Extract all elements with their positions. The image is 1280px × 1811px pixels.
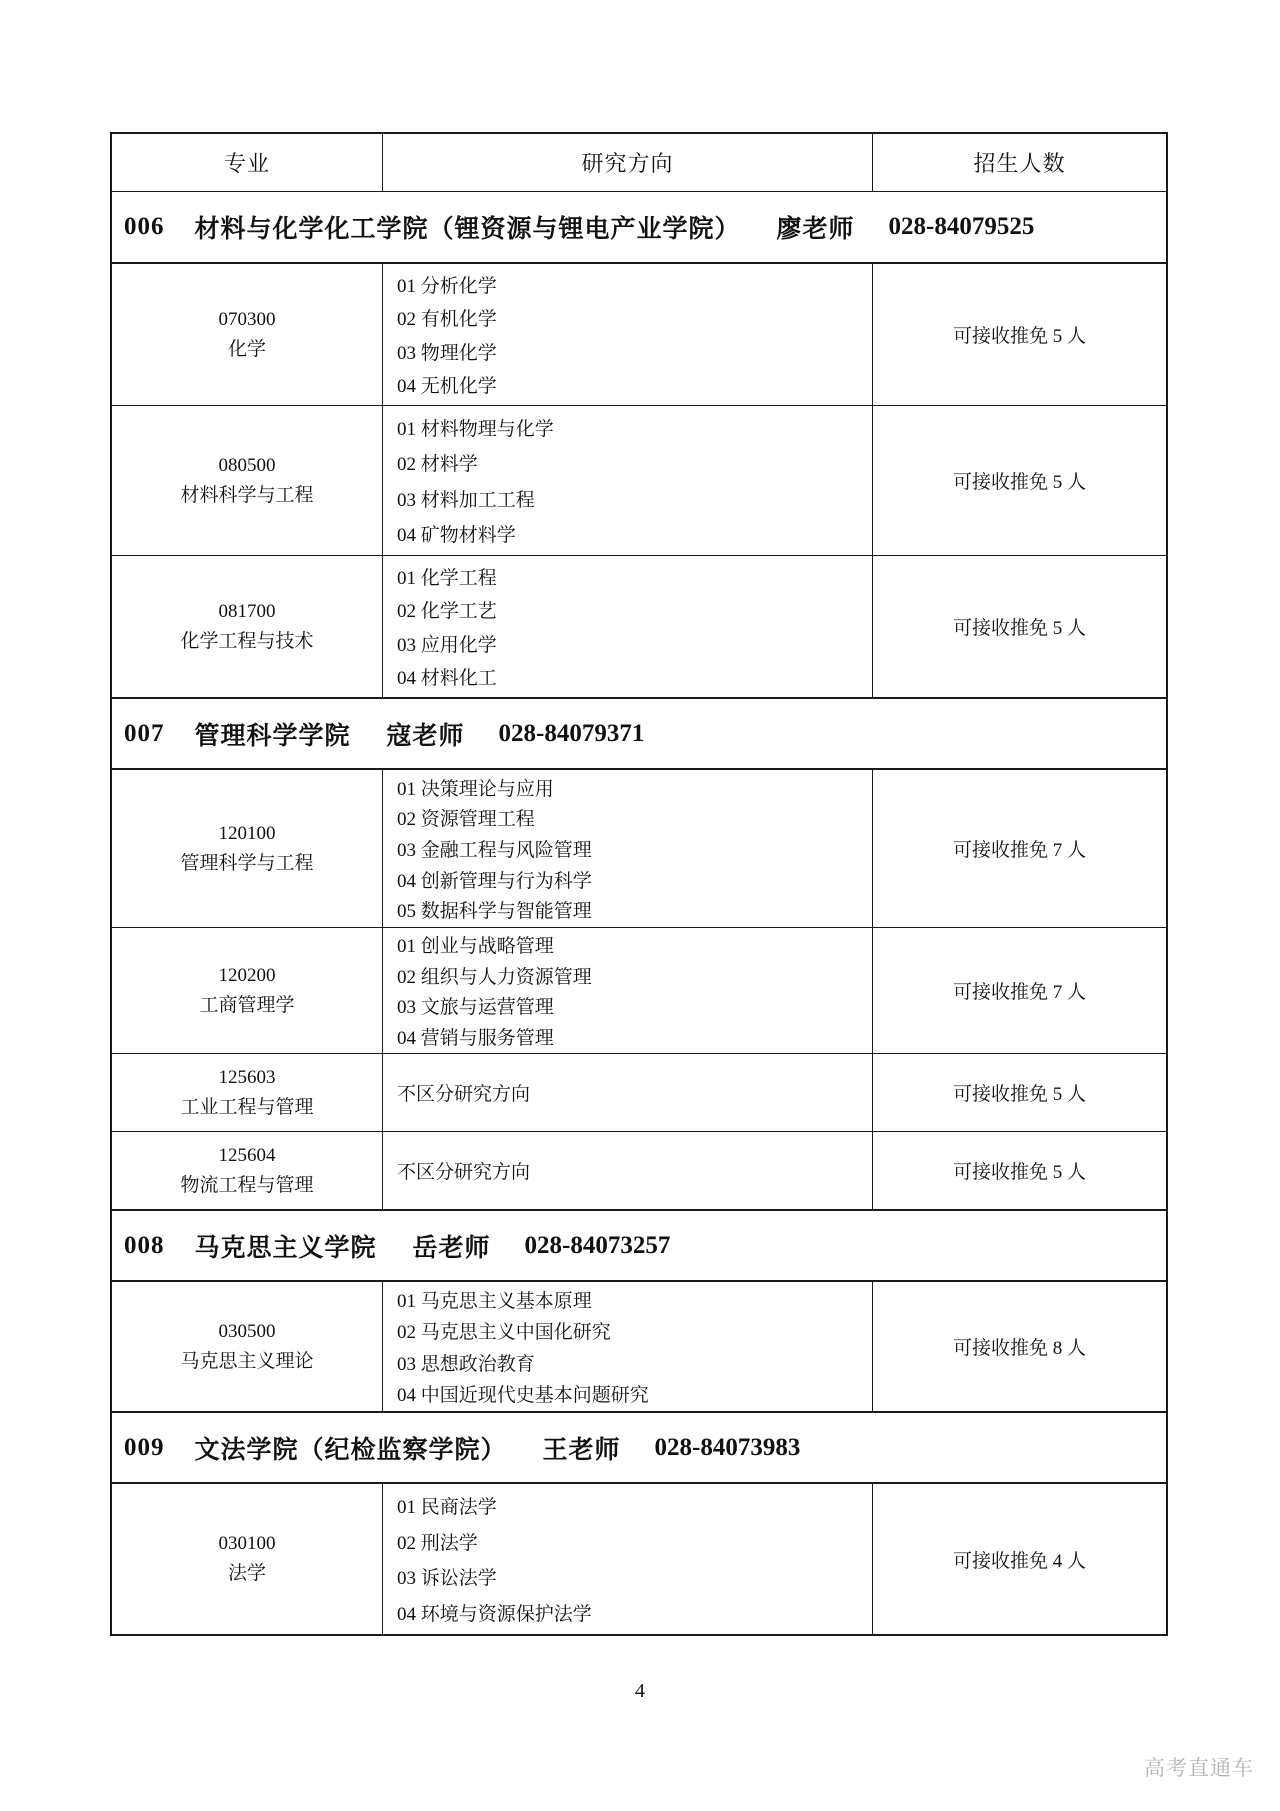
quota-text: 可接收推免 7 人 (952, 840, 1086, 861)
major-code: 070300 (218, 308, 276, 330)
direction-item: 02 马克思主义中国化研究 (397, 1322, 611, 1344)
table-header-row (112, 134, 1166, 192)
table-row (112, 264, 1166, 406)
major-cell (112, 928, 383, 1053)
direction-item: 04 材料化工 (397, 668, 497, 690)
direction-item: 01 创业与战略管理 (397, 936, 554, 958)
section-header (112, 192, 1166, 264)
section-code: 006 (124, 213, 165, 240)
watermark-text: 高考直通车 (1144, 1757, 1254, 1780)
quota-text: 可接收推免 5 人 (952, 1162, 1086, 1183)
major-name: 工商管理学 (199, 994, 295, 1016)
table-row (112, 406, 1166, 556)
direction-item: 03 文旅与运营管理 (397, 997, 554, 1019)
major-cell (112, 264, 383, 405)
direction-item: 02 化学工艺 (397, 601, 497, 623)
major-name: 材料科学与工程 (180, 484, 314, 506)
major-cell (112, 1282, 383, 1411)
direction-item: 02 刑法学 (397, 1532, 478, 1554)
page-number: 4 (635, 1680, 645, 1702)
major-name: 化学工程与技术 (180, 630, 314, 652)
header-research-direction: 研究方向 (383, 134, 873, 191)
quota-cell (873, 1282, 1166, 1411)
direction-item: 04 创新管理与行为科学 (397, 870, 592, 892)
directions-cell (383, 556, 873, 697)
direction-item: 04 营销与服务管理 (397, 1027, 554, 1049)
major-name: 马克思主义理论 (180, 1350, 314, 1372)
major-cell (112, 770, 383, 927)
direction-item: 不区分研究方向 (397, 1084, 531, 1105)
directions-cell (383, 1282, 873, 1411)
direction-item: 01 化学工程 (397, 567, 497, 589)
major-cell (112, 1132, 383, 1209)
section-contact: 王老师 (542, 1436, 621, 1464)
section-code: 008 (124, 1231, 165, 1259)
quota-text: 可接收推免 8 人 (952, 1338, 1086, 1359)
table-row (112, 928, 1166, 1054)
direction-item: 04 无机化学 (397, 376, 497, 398)
quota-text: 可接收推免 5 人 (952, 618, 1086, 639)
direction-item: 01 材料物理与化学 (397, 419, 554, 441)
quota-cell (873, 556, 1166, 697)
direction-item: 不区分研究方向 (397, 1162, 531, 1183)
direction-item: 01 民商法学 (397, 1497, 497, 1519)
quota-text: 可接收推免 5 人 (952, 326, 1086, 347)
table-row (112, 556, 1166, 698)
header-enrollment: 招生人数 (973, 151, 1066, 176)
major-code: 030500 (218, 1320, 276, 1342)
quota-cell (873, 406, 1166, 555)
quota-cell (873, 770, 1166, 927)
quota-cell (873, 1054, 1166, 1131)
direction-item: 03 思想政治教育 (397, 1353, 535, 1375)
table-row (112, 1054, 1166, 1132)
quota-cell (873, 264, 1166, 405)
section-contact: 廖老师 (776, 216, 855, 243)
quota-text: 可接收推免 7 人 (952, 982, 1086, 1003)
major-name: 物流工程与管理 (180, 1174, 314, 1196)
quota-text: 可接收推免 4 人 (952, 1550, 1086, 1572)
major-code: 080500 (218, 454, 276, 476)
direction-item: 01 决策理论与应用 (397, 778, 554, 800)
direction-item: 03 物理化学 (397, 342, 497, 364)
direction-item: 03 应用化学 (397, 634, 497, 656)
table-row (112, 1484, 1166, 1634)
major-cell (112, 1054, 383, 1131)
direction-item: 04 环境与资源保护法学 (397, 1603, 592, 1625)
directions-cell (383, 1484, 873, 1634)
section-name: 马克思主义学院 (194, 1234, 377, 1262)
major-name: 工业工程与管理 (180, 1096, 314, 1118)
direction-item: 02 材料学 (397, 454, 478, 476)
major-code: 125604 (218, 1144, 276, 1166)
section-code: 009 (124, 1433, 165, 1461)
section-phone: 028-84073257 (524, 1231, 671, 1259)
section-name: 文法学院（纪检监察学院） (194, 1436, 507, 1464)
quota-cell (873, 928, 1166, 1053)
major-code: 081700 (218, 600, 276, 622)
quota-text: 可接收推免 5 人 (952, 472, 1086, 493)
section-header (112, 1210, 1166, 1282)
directions-cell (383, 770, 873, 927)
direction-item: 02 有机化学 (397, 309, 497, 331)
direction-item: 04 矿物材料学 (397, 524, 516, 546)
section-code: 007 (124, 719, 165, 747)
major-cell (112, 1484, 383, 1634)
section-name: 管理科学学院 (194, 722, 351, 750)
directions-cell (383, 928, 873, 1053)
major-name: 管理科学与工程 (180, 852, 314, 874)
direction-item: 03 金融工程与风险管理 (397, 839, 592, 861)
major-name: 化学 (227, 338, 266, 360)
section-contact: 岳老师 (412, 1234, 491, 1262)
major-code: 030100 (218, 1533, 276, 1554)
quota-cell (873, 1484, 1166, 1634)
directions-cell (383, 1132, 873, 1209)
direction-item: 05 数据科学与智能管理 (397, 901, 592, 923)
table-row (112, 770, 1166, 928)
admissions-table (110, 132, 1168, 1636)
major-name: 法学 (227, 1563, 266, 1584)
section-header (112, 1412, 1166, 1484)
direction-item: 02 组织与人力资源管理 (397, 966, 592, 988)
major-code: 120200 (218, 964, 276, 986)
direction-item: 03 诉讼法学 (397, 1568, 497, 1590)
section-phone: 028-84073983 (654, 1433, 801, 1461)
section-phone: 028-84079525 (888, 213, 1035, 240)
major-code: 125603 (218, 1066, 276, 1088)
table-row (112, 1132, 1166, 1210)
directions-cell (383, 264, 873, 405)
direction-item: 02 资源管理工程 (397, 809, 535, 831)
section-name: 材料与化学化工学院（锂资源与锂电产业学院） (194, 216, 741, 243)
major-cell (112, 406, 383, 555)
direction-item: 01 分析化学 (397, 275, 497, 297)
directions-cell (383, 406, 873, 555)
section-contact: 寇老师 (386, 722, 465, 750)
quota-cell (873, 1132, 1166, 1209)
direction-item: 04 中国近现代史基本问题研究 (397, 1384, 649, 1406)
section-phone: 028-84079371 (498, 719, 645, 747)
section-header (112, 698, 1166, 770)
quota-text: 可接收推免 5 人 (952, 1084, 1086, 1105)
direction-item: 01 马克思主义基本原理 (397, 1291, 592, 1313)
major-cell (112, 556, 383, 697)
direction-item: 03 材料加工工程 (397, 489, 535, 511)
table-row (112, 1282, 1166, 1412)
directions-cell (383, 1054, 873, 1131)
header-major: 专业 (112, 134, 383, 191)
major-code: 120100 (218, 822, 276, 844)
